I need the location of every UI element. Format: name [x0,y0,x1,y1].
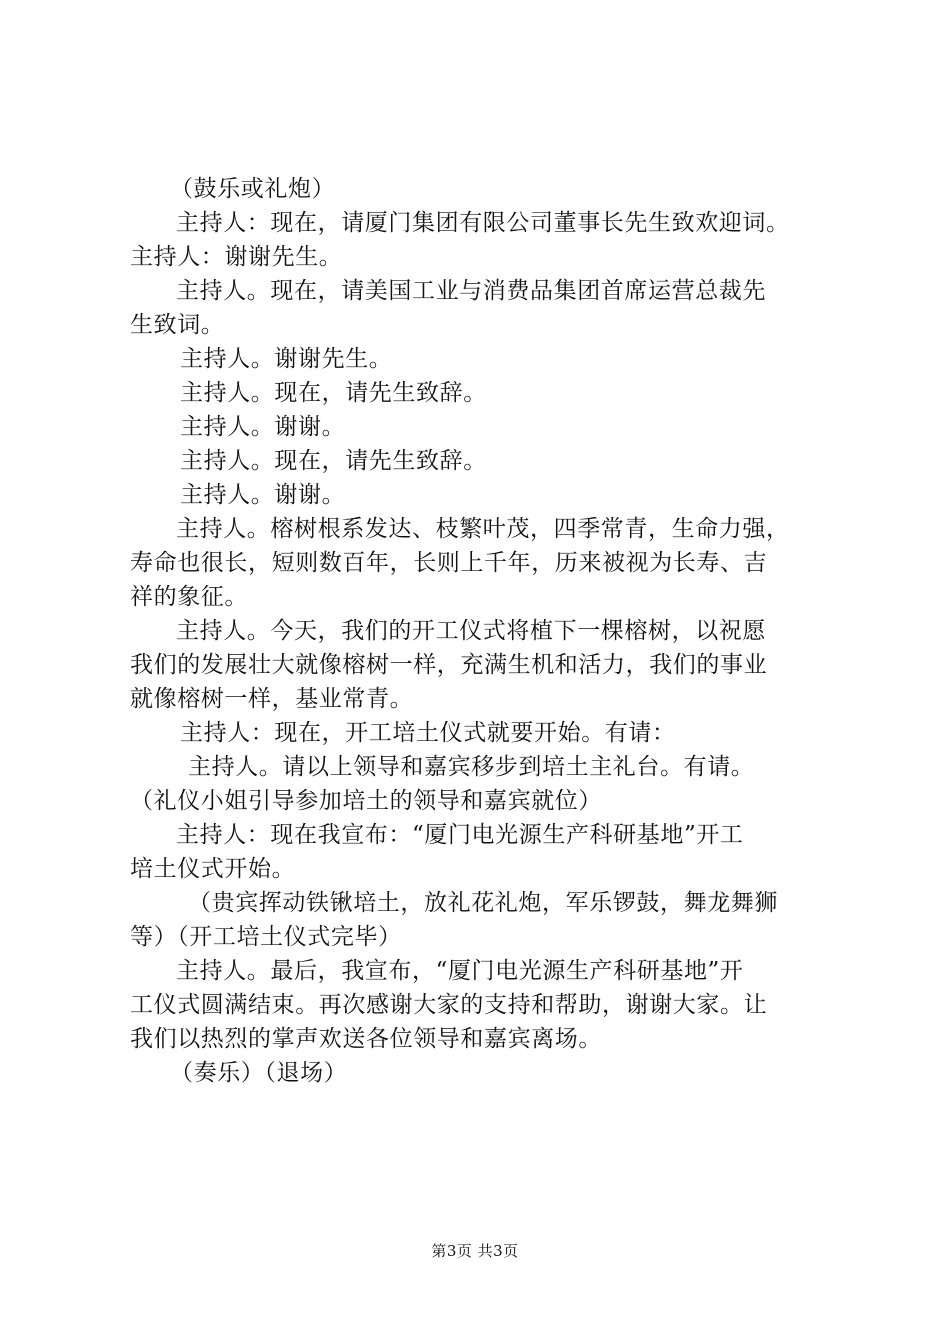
stage-direction: （礼仪小姐引导参加培土的领导和嘉宾就位） [130,788,602,814]
stage-direction: （鼓乐或礼炮） [170,176,336,202]
paragraph-line: 主持人：现在，开工培土仪式就要开始。有请： [180,720,676,746]
paragraph-line: 生致词。 [130,312,225,338]
paragraph-line: 就像榕树一样，基业常青。 [130,686,414,712]
paragraph-line: 主持人。谢谢。 [180,414,346,440]
paragraph-line: 祥的象征。 [130,584,248,610]
paragraph-line: 主持人。谢谢。 [180,482,346,508]
paragraph-line: 主持人：谢谢先生。 [130,244,343,270]
paragraph-line: 主持人：现在我宣布：“厦门电光源生产科研基地”开工 [176,822,744,848]
paragraph-line: 主持人。现在，请美国工业与消费品集团首席运营总裁先 [176,278,766,304]
stage-direction: （贵宾挥动铁锹培土，放礼花礼炮，军乐锣鼓，舞龙舞狮 [188,890,778,916]
paragraph-line: 我们的发展壮大就像榕树一样，充满生机和活力，我们的事业 [130,652,768,678]
paragraph-line: 主持人。请以上领导和嘉宾移步到培土主礼台。有请。 [188,754,755,780]
paragraph-line: 主持人。今天，我们的开工仪式将植下一棵榕树，以祝愿 [176,618,766,644]
paragraph-line: 主持人。现在，请先生致辞。 [180,448,487,474]
paragraph-line: 主持人：现在，请厦门集团有限公司董事长先生致欢迎词。 [176,210,790,236]
paragraph-line: 主持人。最后，我宣布，“厦门电光源生产科研基地”开 [176,958,744,984]
stage-direction: （奏乐）（退场） [170,1060,348,1086]
paragraph-line: 工仪式圆满结束。再次感谢大家的支持和帮助，谢谢大家。让 [130,992,768,1018]
paragraph-line: 主持人。现在，请先生致辞。 [180,380,487,406]
paragraph-line: 主持人。谢谢先生。 [180,346,393,372]
document-body [130,172,854,1090]
paragraph-line: 寿命也很长，短则数百年，长则上千年，历来被视为长寿、吉 [130,550,768,576]
page-number-footer: 第3页 共3页 [431,1242,519,1260]
paragraph-line: 培土仪式开始。 [130,856,296,882]
paragraph-line: 主持人。榕树根系发达、枝繁叶茂，四季常青，生命力强， [176,516,790,542]
stage-direction: 等）（开工培土仪式完毕） [130,924,402,950]
paragraph-line: 我们以热烈的掌声欢送各位领导和嘉宾离场。 [130,1026,602,1052]
